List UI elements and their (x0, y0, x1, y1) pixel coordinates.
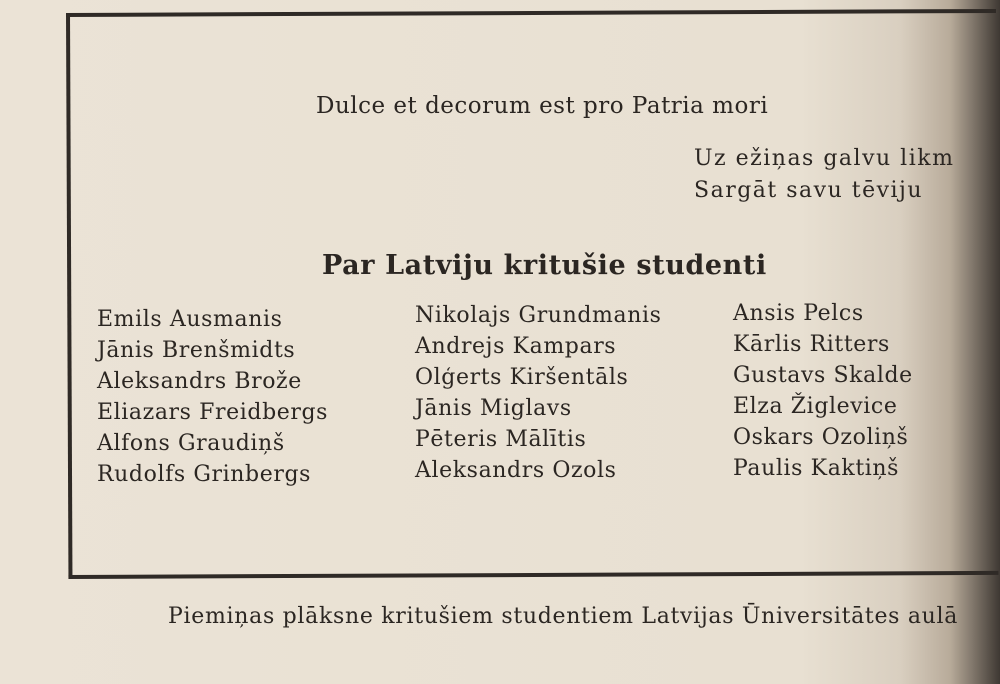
name-item: Olģerts Kiršentāls (415, 365, 629, 390)
verse (694, 143, 954, 207)
name-item: Rudolfs Grinbergs (97, 462, 312, 487)
name-item: Kārlis Ritters (733, 332, 890, 357)
name-item: Aleksandrs Brože (97, 369, 302, 394)
name-item: Aleksandrs Ozols (415, 458, 617, 483)
name-item: Eliazars Freidbergs (97, 400, 329, 425)
name-item: Oskars Ozoliņš (733, 425, 909, 450)
name-item: Nikolajs Grundmanis (415, 303, 662, 328)
name-item: Ansis Pelcs (733, 301, 864, 326)
verse-line: Uz ežiņas galvu likm (694, 146, 955, 171)
name-item: Emils Ausmanis (97, 307, 283, 332)
motto: Dulce et decorum est pro Patria mori (316, 93, 769, 119)
name-item: Alfons Graudiņš (97, 431, 285, 456)
name-item: Jānis Brenšmidts (97, 338, 296, 363)
verse-line: Sargāt savu tēviju (694, 178, 924, 203)
names-column-3 (733, 298, 913, 484)
name-item: Pēteris Mālītis (415, 427, 587, 452)
name-item: Jānis Miglavs (415, 396, 572, 421)
name-item: Gustavs Skalde (733, 363, 913, 388)
photo-caption: Piemiņas plāksne kritušiem studentiem Latvijas Ūniversitātes aulā (168, 604, 959, 629)
name-item: Andrejs Kampars (415, 334, 617, 359)
plaque-heading: Par Latviju kritušie studenti (322, 250, 767, 281)
name-item: Paulis Kaktiņš (733, 456, 900, 481)
name-item: Elza Žiglevice (733, 394, 898, 419)
names-column-2 (415, 300, 662, 486)
names-column-1 (97, 304, 328, 490)
